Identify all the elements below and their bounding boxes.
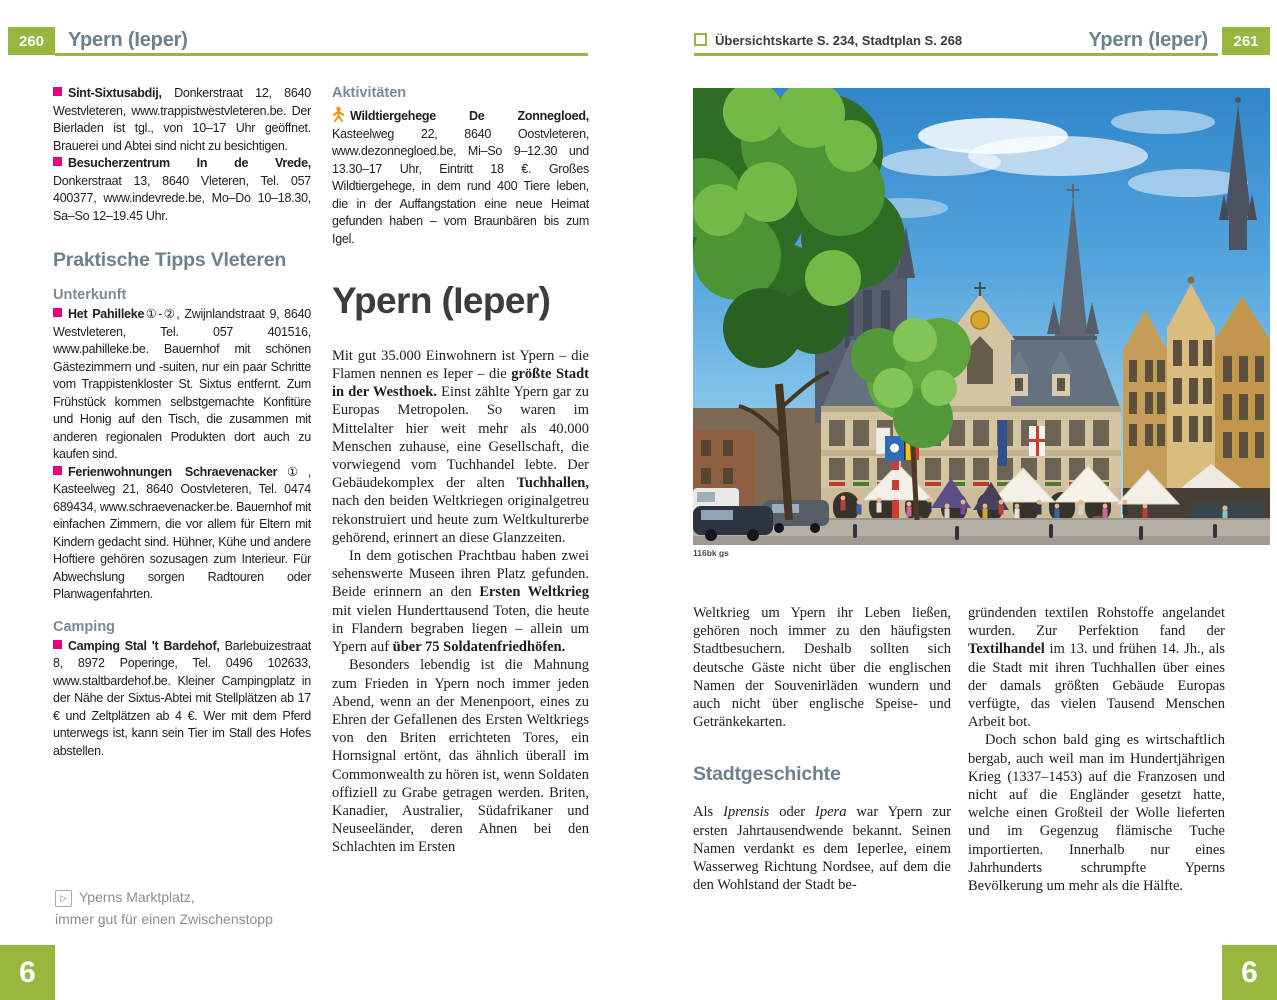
- right-running-head: Ypern (Ieper): [1088, 29, 1208, 51]
- right-chapter-badge: 6: [1222, 945, 1277, 1000]
- left-header-rule: [55, 53, 588, 56]
- listing-schraevenacker: [53, 464, 311, 604]
- right-page-number-badge: 261: [1222, 27, 1270, 55]
- marktplatz-photo: [693, 88, 1270, 545]
- right-column-2: [968, 604, 1225, 972]
- caption-text-1: Yperns Marktplatz,: [79, 889, 195, 905]
- activity-person-icon: [332, 106, 345, 128]
- listing-text: Ferienwohnungen Schraevenacker①, Kasteelweg 21, 8640 Oostvleteren, Tel. 0474 689434, www.schraevenacker.be. Bauernhof mit einfachen Zimmern, die vor allem für Eltern mit Kindern gedacht sind. Hühner, Kühe und andere Hoftiere gehören sozusagen zum Interieur. Für Abwechslung sorgen Radtouren oder Planwagenfahrten.: [53, 464, 311, 601]
- continuation-paragraph: Weltkrieg um Ypern ihr Leben ließen, gehören noch immer zu den häufigsten Stadtbesuchern. Deshalb sollten sich deutsche Gäste nicht über die englischen Namen der Souvenirläden wundern und auch nicht über englische Speise- und Getränkekarten.: [693, 605, 951, 731]
- caption-arrow-icon: ▷: [55, 890, 72, 907]
- right-header-rule: [694, 53, 1218, 56]
- bullet-icon: [53, 466, 62, 475]
- bullet-icon: [53, 87, 62, 96]
- aktivitaeten-heading: Aktivitäten: [332, 85, 407, 101]
- map-reference-label: Übersichtskarte S. 234, Stadtplan S. 268: [715, 33, 963, 48]
- intro-paragraph-1: Mit gut 35.000 Einwohnern ist Ypern – die Flamen nennen es Ieper – die größte Stadt in der Westhoek. Einst zählte Ypern gar zu Europas Metropolen. So waren im Mittelalter hier weit mehr als 40.000 Menschen zuhause, eine Gesellschaft, die vorwiegend vom Tuchhandel lebte. Der Gebäudekomplex der alten Tuchhallen, nach den beiden Weltkriegen originalgetreu rekonstruiert und heute zum Weltkulturerbe gehörend, erinnert an diese Glanzzeiten.: [332, 347, 589, 546]
- listing-text: Het Pahilleke①-②, Zwijnlandstraat 9, 8640 Westvleteren, Tel. 057 401516, www.pahilleke.be. Bauernhof mit schönen Gästezimmern und -suiten, nur ein paar Schritte vom Trappistenkloster St. Sixtus entfernt. Zum Frühstück kommen selbstgemachte Konfitüre und Honig auf den Tisch, die zusammen mit anderen regionalen Produkten dort auch zu kaufen sind.: [53, 307, 311, 461]
- tipps-section-heading: Praktische Tipps Vleteren: [53, 249, 287, 271]
- left-running-head: Ypern (Ieper): [68, 29, 188, 51]
- map-reference: [694, 32, 962, 48]
- left-page-number-badge: 260: [8, 27, 55, 55]
- city-title: Ypern (Ieper): [332, 280, 551, 321]
- listing-besucherzentrum: [53, 155, 311, 225]
- listing-text: Camping Stal 't Bardehof, Barlebuizestraat 8, 8972 Poperinge, Tel. 0496 102633, www.staltbardehof.be. Kleiner Campingplatz in der Nähe der Sixtus-Abtei mit Stellplätzen ab 17 € und Zeltplätzen ab 4 €. Wer mit dem Pferd unterwegs ist, kann sein Tier im Stall des Hofes abstellen.: [53, 638, 311, 758]
- photo-caption: [55, 886, 355, 930]
- listing-sint-sixtusabdij: [53, 85, 311, 155]
- unterkunft-heading: Unterkunft: [53, 287, 127, 303]
- caption-line-1: [55, 889, 195, 905]
- listing-text: Wildtiergehege De Zonnegloed, Kasteelweg 22, 8640 Oostvleteren, www.dezonnegloed.be, Mi–So 9–12.30 und 13.30–17 Uhr, Eintritt 18 €. Großes Wildtiergehege, in dem rund 400 Tiere leben, die in der Auffangstation eine neue Heimat gefunden haben – vom Braunbären bis zum Igel.: [332, 109, 589, 246]
- bullet-icon: [53, 308, 62, 317]
- map-checkbox-icon: [694, 33, 707, 46]
- caption-text-2: immer gut für einen Zwischenstopp: [55, 911, 273, 927]
- listing-text: Besucherzentrum In de Vrede, Donkerstraat 13, 8640 Vleteren, Tel. 057 400377, www.indevrede.be, Mo–Do 10–18.30, Sa–So 12–19.45 Uhr.: [53, 156, 311, 223]
- bullet-icon: [53, 157, 62, 166]
- photo-credit: 116bk gs: [693, 548, 729, 558]
- history-paragraph-1: Als Iprensis oder Ipera war Ypern zur ersten Jahrtausendwende bekannt. Seinen Namen verdankt es dem Ieperlee, einem Wasserweg Richtung Nordsee, auf dem die den Wohlstand der Stadt be-: [693, 804, 951, 894]
- listing-het-pahilleke: [53, 306, 311, 464]
- bullet-icon: [53, 640, 62, 649]
- left-chapter-badge: 6: [0, 945, 55, 1000]
- listing-bardehof: [53, 638, 311, 761]
- right-column-1: [693, 604, 951, 972]
- left-column-2: [332, 85, 589, 973]
- camping-heading: Camping: [53, 618, 116, 635]
- listing-text: Sint-Sixtusabdij, Donkerstraat 12, 8640 Westvleteren, www.trappistwestvleteren.be. Der Bierladen ist tgl., von 10–17 Uhr geöffnet. Brauerei und Abtei sind nicht zu besichtigen.: [53, 86, 311, 153]
- history-paragraph-2: gründenden textilen Rohstoffe angelandet wurden. Zur Perfektion fand der Textilhandel im 13. und frühen 14. Jh., als die Stadt mit ihren Tuchhallen über eines der damals größten Gebäude Europas verfügte, das vielen Tausend Menschen Arbeit bot.: [968, 605, 1225, 731]
- history-paragraph-3: Doch schon bald ging es wirtschaftlich bergab, auch weil man im Hundertjährigen Krieg (1337–1453) auf die Franzosen und nicht auf die Engländer gesetzt hatte, welche einen Großteil der Wolle lieferten und im Gegenzug flämische Tuche importierten. Innerhalb nur eines Jahrhunderts schrumpfte Yperns Bevölkerung um mehr als die Hälfte.: [968, 732, 1225, 895]
- intro-paragraph-3: Besonders lebendig ist die Mahnung zum Frieden in Ypern noch immer jeden Abend, wenn an der Menenpoort, eines zu Ehren der Gefallenen des Ersten Weltkriegs von den Briten errichteten Tores, ein Hornsignal ertönt, das ähnlich überall im Commonwealth zu hören ist, wenn Soldaten offiziell zu Grabe getragen werden. Briten, Kanadier, Australier, Südafrikaner und Neuseeländer, deren Ahnen bei den Schlachten im Ersten: [332, 657, 589, 856]
- left-column-1: [53, 85, 311, 880]
- intro-paragraph-2: In dem gotischen Prachtbau haben zwei sehenswerte Museen ihren Platz gefunden. Beide erinnern an den Ersten Weltkrieg mit vielen Hunderttausend Toten, die heute in Flandern begraben liegen – allein um Ypern auf über 75 Soldatenfriedhöfen.: [332, 548, 589, 656]
- stadtgeschichte-heading: Stadtgeschichte: [693, 763, 841, 786]
- listing-zonnegloed: [332, 104, 589, 248]
